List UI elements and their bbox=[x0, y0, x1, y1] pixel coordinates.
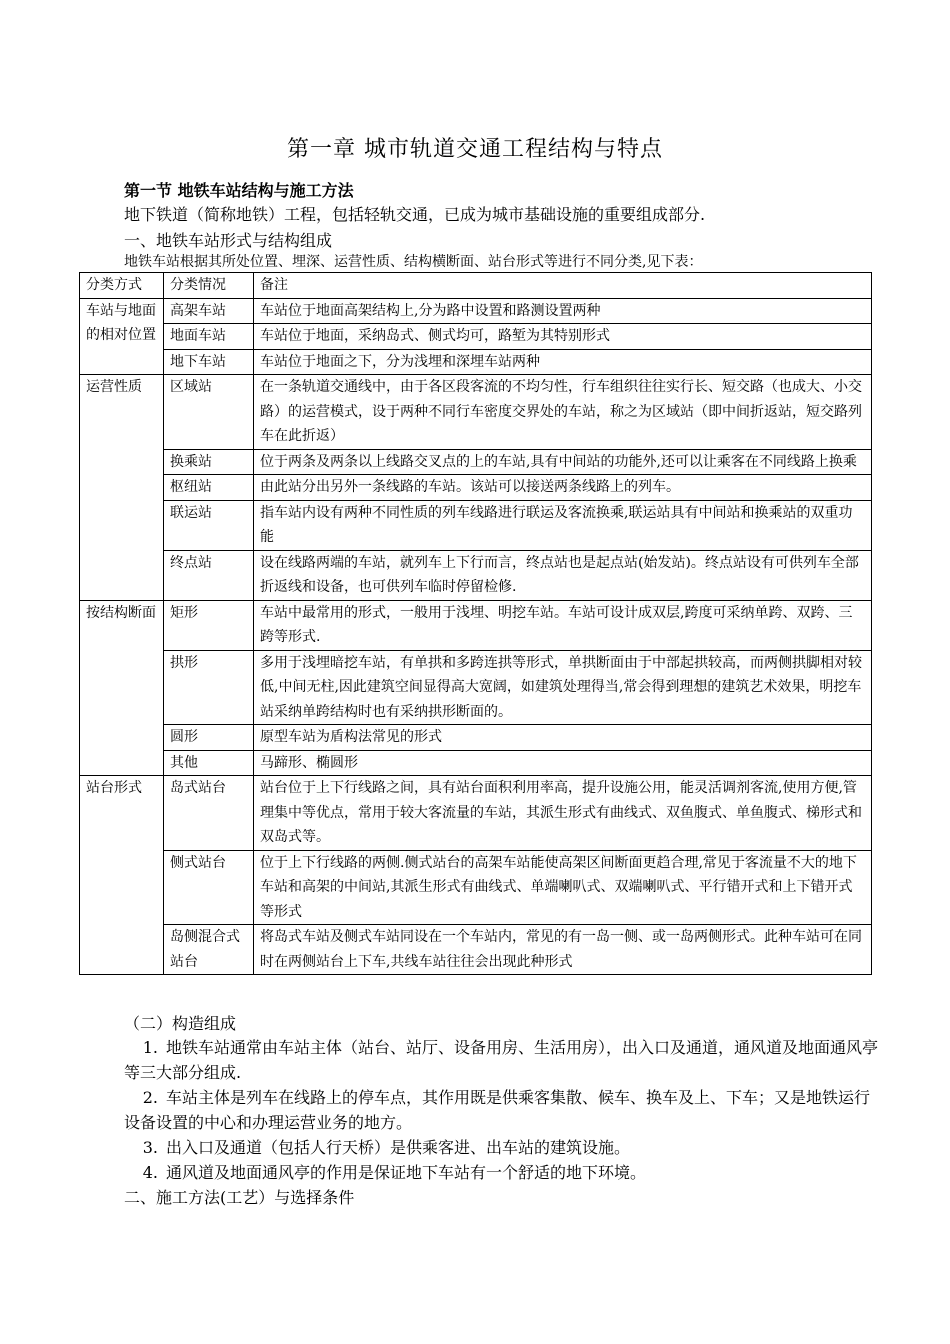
table-header-row bbox=[80, 273, 872, 299]
type-cell: 终点站 bbox=[164, 550, 254, 600]
note-cell: 原型车站为盾构法常见的形式 bbox=[254, 725, 872, 751]
subsection-heading-composition: （二）构造组成 bbox=[124, 1014, 237, 1033]
group-method-cell: 按结构断面 bbox=[80, 600, 164, 776]
paragraph-number: 3. bbox=[142, 1138, 158, 1157]
note-cell: 站台位于上下行线路之间，具有站台面积利用率高，提升设施公用，能灵活调剂客流,使用方便,管理集中等优点，常用于较大客流量的车站，其派生形式有曲线式、双鱼腹式、单鱼腹式、梯形式和双岛式等。 bbox=[254, 776, 872, 851]
table-row bbox=[80, 925, 872, 975]
table-row bbox=[80, 850, 872, 925]
note-cell: 将岛式车站及侧式车站同设在一个车站内，常见的有一岛一侧、或一岛两侧形式。此种车站可在同时在两侧站台上下车,共线车站往往会出现此种形式 bbox=[254, 925, 872, 975]
intro-paragraph: 地下铁道（简称地铁）工程，包括轻轨交通，已成为城市基础设施的重要组成部分. bbox=[124, 205, 706, 224]
numbered-paragraph bbox=[124, 1085, 884, 1135]
header-method: 分类方式 bbox=[80, 273, 164, 299]
header-type: 分类情况 bbox=[164, 273, 254, 299]
table-row bbox=[80, 349, 872, 375]
type-cell: 地下车站 bbox=[164, 349, 254, 375]
type-cell: 地面车站 bbox=[164, 324, 254, 350]
paragraph-number: 2. bbox=[142, 1088, 158, 1107]
type-cell: 圆形 bbox=[164, 725, 254, 751]
paragraph-text: 通风道及地面通风亭的作用是保证地下车站有一个舒适的地下环境。 bbox=[166, 1163, 647, 1182]
table-row bbox=[80, 750, 872, 776]
type-cell: 高架车站 bbox=[164, 298, 254, 324]
note-cell: 车站中最常用的形式，一般用于浅埋、明挖车站。车站可设计成双层,跨度可采纳单跨、双跨、三跨等形式. bbox=[254, 600, 872, 650]
paragraph-text: 车站主体是列车在线路上的停车点，其作用既是供乘客集散、候车、换车及上、下车；又是地铁运行设备设置的中心和办理运营业务的地方。 bbox=[124, 1088, 871, 1132]
table-row bbox=[80, 600, 872, 650]
subsection-heading-construction-methods: 二、施工方法(工艺）与选择条件 bbox=[124, 1188, 355, 1207]
type-cell: 其他 bbox=[164, 750, 254, 776]
table-row bbox=[80, 650, 872, 725]
table-row bbox=[80, 776, 872, 851]
table-row bbox=[80, 449, 872, 475]
table-row bbox=[80, 298, 872, 324]
type-cell: 岛式站台 bbox=[164, 776, 254, 851]
note-cell: 由此站分出另外一条线路的车站。该站可以接送两条线路上的列车。 bbox=[254, 475, 872, 501]
note-cell: 位于两条及两条以上线路交叉点的上的车站,具有中间站的功能外,还可以让乘客在不同线路上换乘 bbox=[254, 449, 872, 475]
table-row bbox=[80, 375, 872, 450]
note-cell: 多用于浅埋暗挖车站，有单拱和多跨连拱等形式，单拱断面由于中部起拱较高，而两侧拱脚相对较低,中间无柱,因此建筑空间显得高大宽阔，如建筑处理得当,常会得到理想的建筑艺术效果，明挖车站采纳单跨结构时也有采纳拱形断面的。 bbox=[254, 650, 872, 725]
type-cell: 拱形 bbox=[164, 650, 254, 725]
note-cell: 在一条轨道交通线中，由于各区段客流的不均匀性，行车组织往往实行长、短交路（也成大、小交路）的运营模式，设于两种不同行车密度交界处的车站，称之为区域站（即中间折返站，短交路列车在此折返） bbox=[254, 375, 872, 450]
note-cell: 指车站内设有两种不同性质的列车线路进行联运及客流换乘,联运站具有中间站和换乘站的双重功能 bbox=[254, 500, 872, 550]
numbered-paragraph bbox=[124, 1160, 884, 1185]
type-cell: 矩形 bbox=[164, 600, 254, 650]
type-cell: 枢纽站 bbox=[164, 475, 254, 501]
type-cell: 侧式站台 bbox=[164, 850, 254, 925]
note-cell: 车站位于地面之下，分为浅埋和深埋车站两种 bbox=[254, 349, 872, 375]
note-cell: 马蹄形、椭圆形 bbox=[254, 750, 872, 776]
numbered-paragraph bbox=[124, 1135, 884, 1160]
paragraph-text: 出入口及通道（包括人行天桥）是供乘客进、出车站的建筑设施。 bbox=[166, 1138, 631, 1157]
group-method-cell: 运营性质 bbox=[80, 375, 164, 601]
station-classification-table bbox=[79, 272, 872, 975]
paragraph-number: 4. bbox=[142, 1163, 158, 1182]
group-method-cell: 站台形式 bbox=[80, 776, 164, 975]
numbered-paragraph bbox=[124, 1035, 884, 1085]
table-row bbox=[80, 324, 872, 350]
header-note: 备注 bbox=[254, 273, 872, 299]
note-cell: 设在线路两端的车站，就列车上下行而言，终点站也是起点站(始发站)。终点站设有可供列车全部折返线和设备，也可供列车临时停留检修. bbox=[254, 550, 872, 600]
group-method-cell: 车站与地面的相对位置 bbox=[80, 298, 164, 375]
chapter-title: 第一章 城市轨道交通工程结构与特点 bbox=[287, 137, 663, 162]
table-row bbox=[80, 550, 872, 600]
table-row bbox=[80, 475, 872, 501]
type-cell: 区域站 bbox=[164, 375, 254, 450]
paragraph-number: 1. bbox=[142, 1038, 158, 1057]
table-row bbox=[80, 725, 872, 751]
section-title: 第一节 地铁车站结构与施工方法 bbox=[124, 181, 354, 200]
subsection-heading-station-forms: 一、地铁车站形式与结构组成 bbox=[124, 231, 333, 250]
note-cell: 车站位于地面高架结构上,分为路中设置和路测设置两种 bbox=[254, 298, 872, 324]
type-cell: 岛侧混合式站台 bbox=[164, 925, 254, 975]
type-cell: 联运站 bbox=[164, 500, 254, 550]
table-row bbox=[80, 500, 872, 550]
paragraph-text: 地铁车站通常由车站主体（站台、站厅、设备用房、生活用房），出入口及通道，通风道及地面通风亭等三大部分组成. bbox=[124, 1038, 879, 1082]
note-cell: 位于上下行线路的两侧.侧式站台的高架车站能使高架区间断面更趋合理,常见于客流量不大的地下车站和高架的中间站,其派生形式有曲线式、单端喇叭式、双端喇叭式、平行错开式和上下错开式等形式 bbox=[254, 850, 872, 925]
table-intro-text: 地铁车站根据其所处位置、埋深、运营性质、结构横断面、站台形式等进行不同分类,见下表： bbox=[124, 254, 703, 270]
type-cell: 换乘站 bbox=[164, 449, 254, 475]
note-cell: 车站位于地面，采纳岛式、侧式均可，路堑为其特别形式 bbox=[254, 324, 872, 350]
